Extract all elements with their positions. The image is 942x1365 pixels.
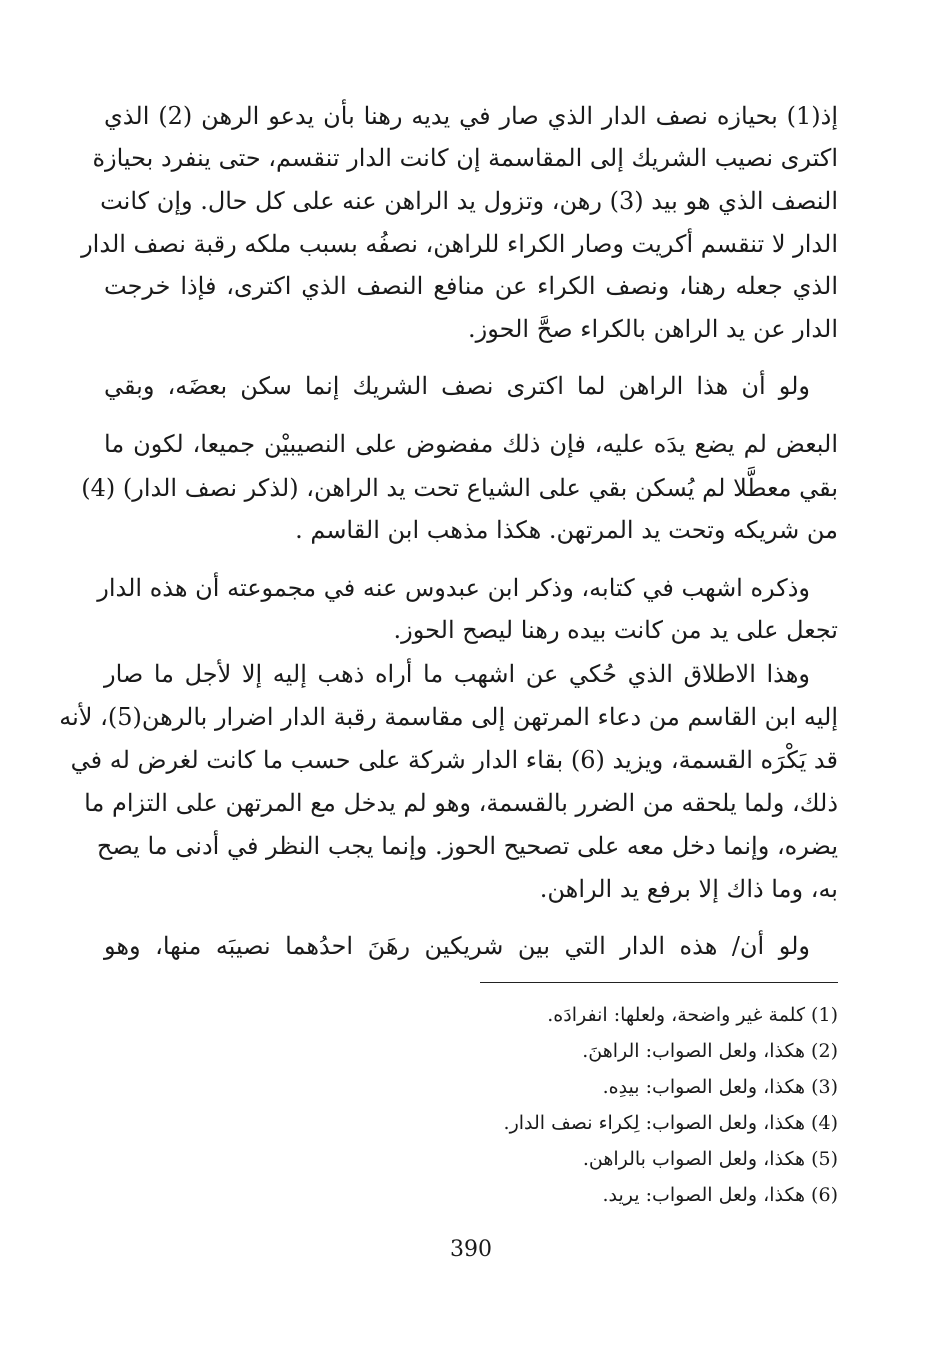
body-line: إذ(1) بحيازه نصف الدار الذي صار في يديه رهنا بأن يدعو الرهن (2) الذي (104, 102, 839, 130)
body-line: ولو أن/ هذه الدار التي بين شريكين رهَنَ احدُهما نصيبَه منها، وهو (104, 932, 810, 960)
body-line: اكترى نصيب الشريك إلى المقاسمة إن كانت الدار تنقسم، حتى ينفرد بحيازة (92, 144, 838, 172)
body-line: يضره، وإنما دخل معه على تصحيح الحوز. وإنما يجب النظر في أدنى ما يصح (96, 832, 838, 860)
footnote: (6) هكذا، ولعل الصواب: يريد. (602, 1184, 838, 1206)
footnote: (1) كلمة غير واضحة، ولعلها: انفرادَه. (547, 1004, 838, 1026)
body-line: وهذا الاطلاق الذي حُكي عن اشهب ما أراه ذهب إليه إلا لأجل ما صار (104, 660, 810, 688)
body-line: تجعل على يد من كانت بيده رهنا ليصح الحوز. (393, 616, 838, 644)
footnote: (5) هكذا، ولعل الصواب بالراهن. (582, 1148, 838, 1170)
body-line: ذلك، ولما يلحقه من الضرر بالقسمة، وهو لم يدخل مع المرتهن على التزام ما (84, 789, 838, 817)
footnote: (3) هكذا، ولعل الصواب: بيدِه. (602, 1076, 838, 1098)
body-line: قد يَكْرَه القسمة، ويزيد (6) بقاء الدار شركة على حسب ما كانت لغرض له في (70, 746, 838, 774)
body-line: وذكره اشهب في كتابه، وذكر ابن عبدوس عنه في مجموعته أن هذه الدار (97, 574, 810, 602)
footnote: (2) هكذا، ولعل الصواب: الراهنَ. (582, 1040, 838, 1062)
body-line: الدار لا تنقسم أكريت وصار الكراء للراهن، نصفُه بسبب ملكه رقبة نصف الدار (81, 230, 838, 258)
body-line: الذي جعله رهنا، ونصف الكراء عن منافع النصف الذي اكترى، فإذا خرجت (104, 272, 838, 300)
footnote-divider (480, 982, 838, 983)
body-line: إليه ابن القاسم من دعاء المرتهن إلى مقاسمة رقبة الدار اضرار بالرهن(5)، لأنه (59, 703, 838, 731)
body-line: به، وما ذاك إلا برفع يد الراهن. (539, 875, 838, 903)
footnote: (4) هكذا، ولعل الصواب: لِكراء نصف الدار. (503, 1112, 838, 1134)
body-line: النصف الذي هو بيد (3) رهن، وتزول يد الراهن عنه على كل حال. وإن كانت (100, 187, 838, 215)
page-number: 390 (450, 1237, 492, 1262)
body-line: البعض لم يضع يدَه عليه، فإن ذلك مفضوض على النصيبيْن جميعا، لكون ما (104, 430, 838, 458)
body-line: بقي معطَّلا لم يُسكن بقي على الشياع تحت يد الراهن، (لذكر نصف الدار) (4) (81, 474, 838, 502)
body-line: ولو أن هذا الراهن لما اكترى نصف الشريك إنما سكن بعضَه، وبقي (104, 372, 810, 400)
body-line: من شريكه وتحت يد المرتهن. هكذا مذهب ابن القاسم . (295, 516, 838, 544)
body-line: الدار عن يد الراهن بالكراء صحَّ الحوز. (467, 315, 838, 343)
